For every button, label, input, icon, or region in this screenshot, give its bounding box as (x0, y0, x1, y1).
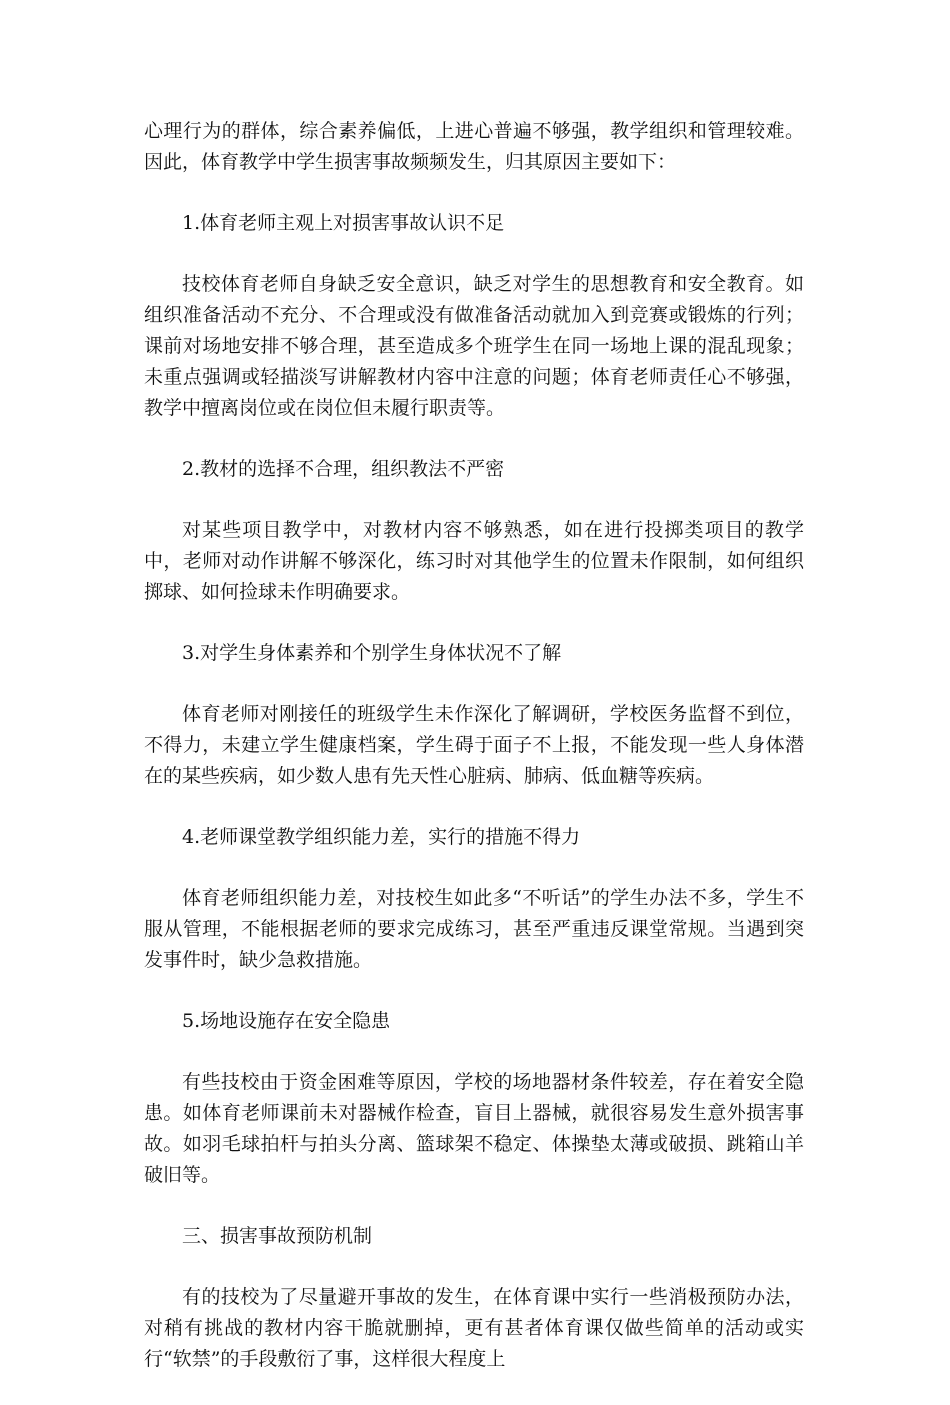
body-paragraph: 心理行为的群体，综合素养偏低，上进心普遍不够强，教学组织和管理较难。因此，体育教学中学生损害事故频频发生，归其原因主要如下： (144, 120, 804, 173)
body-paragraph: 技校体育老师自身缺乏安全意识，缺乏对学生的思想教育和安全教育。如组织准备活动不充分、不合理或没有做准备活动就加入到竞赛或锻炼的行列；课前对场地安排不够合理，甚至造成多个班学生在同一场地上课的混乱现象；未重点强调或轻描淡写讲解教材内容中注意的问题；体育老师责任心不够强，教学中擅离岗位或在岗位但未履行职责等。 (144, 273, 804, 419)
section-heading: 3.对学生身体素养和个别学生身体状况不了解 (182, 642, 562, 664)
body-paragraph: 对某些项目教学中，对教材内容不够熟悉，如在进行投掷类项目的教学中，老师对动作讲解不够深化，练习时对其他学生的位置未作限制，如何组织掷球、如何捡球未作明确要求。 (144, 519, 804, 603)
body-paragraph: 有些技校由于资金困难等原因，学校的场地器材条件较差，存在着安全隐患。如体育老师课前未对器械作检查，盲目上器械，就很容易发生意外损害事故。如羽毛球拍杆与拍头分离、篮球架不稳定、体操垫太薄或破损、跳箱山羊破旧等。 (144, 1071, 804, 1186)
body-paragraph: 体育老师对刚接任的班级学生未作深化了解调研，学校医务监督不到位，不得力，未建立学生健康档案，学生碍于面子不上报，不能发现一些人身体潜在的某些疾病，如少数人患有先天性心脏病、肺病、低血糖等疾病。 (144, 703, 804, 787)
section-heading: 5.场地设施存在安全隐患 (182, 1010, 391, 1032)
body-paragraph: 体育老师组织能力差，对技校生如此多“不听话”的学生办法不多，学生不服从管理，不能根据老师的要求完成练习，甚至严重违反课堂常规。当遇到突发事件时，缺少急救措施。 (144, 887, 804, 971)
document-page (144, 116, 804, 1405)
chapter-heading: 三、损害事故预防机制 (182, 1225, 373, 1247)
section-heading: 1.体育老师主观上对损害事故认识不足 (182, 212, 505, 234)
section-heading: 2.教材的选择不合理，组织教法不严密 (182, 458, 505, 480)
body-paragraph: 有的技校为了尽量避开事故的发生，在体育课中实行一些消极预防办法，对稍有挑战的教材内容干脆就删掉，更有甚者体育课仅做些简单的活动或实行“软禁”的手段敷衍了事，这样很大程度上 (144, 1286, 804, 1370)
section-heading: 4.老师课堂教学组织能力差，实行的措施不得力 (182, 826, 581, 848)
